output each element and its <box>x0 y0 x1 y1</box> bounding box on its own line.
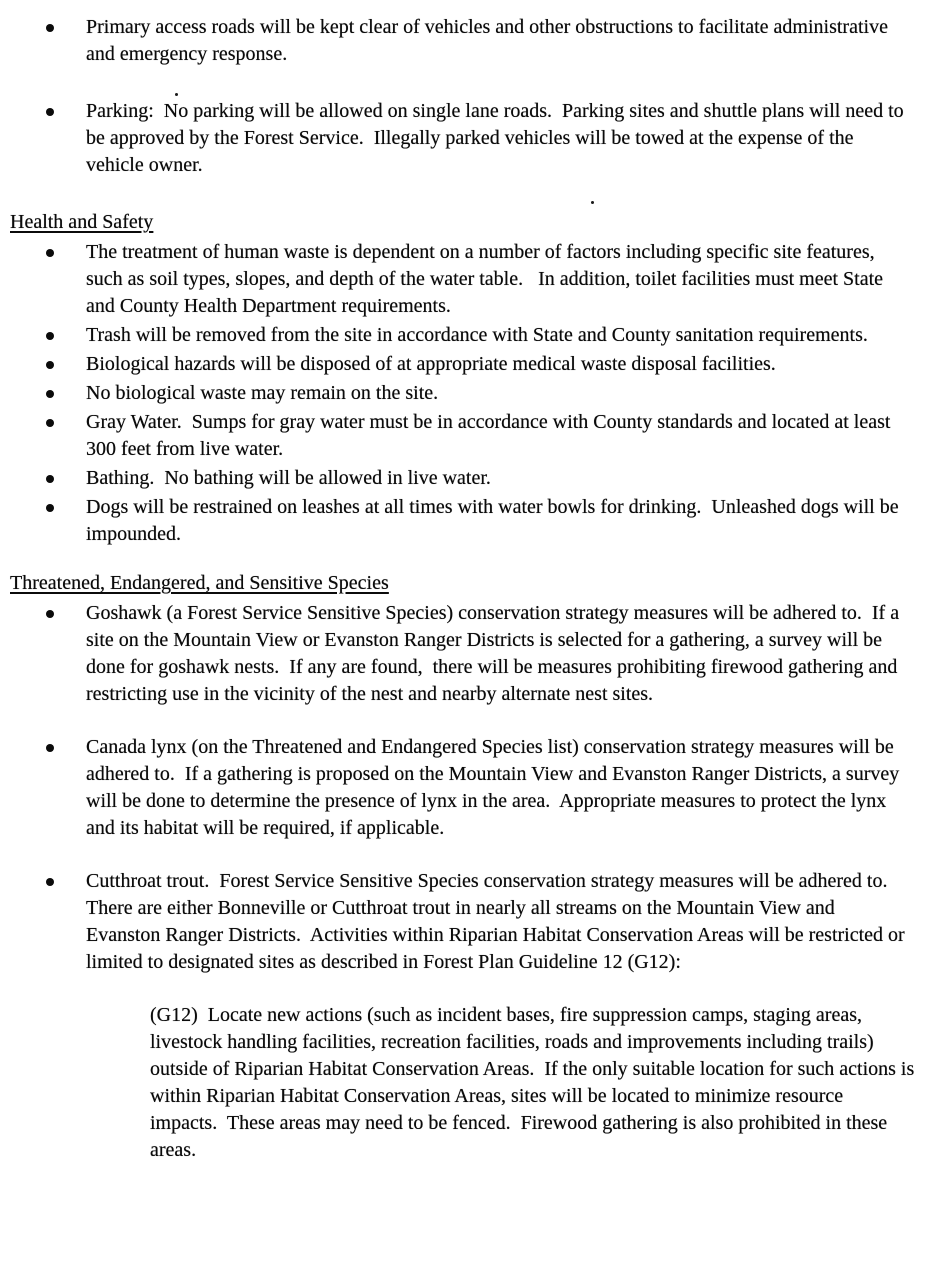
bullet-text: Parking: No parking will be allowed on single lane roads. Parking sites and shuttle plans will need to be approved by the Forest Service. Illegally parked vehicles will be towed at the expense of the vehicle owner. <box>86 100 909 176</box>
bullet-text: The treatment of human waste is dependent on a number of factors including specific site features, such as soil types, slopes, and depth of the water table. In addition, toilet facilities must meet State and County Health Department requirements. <box>86 241 889 317</box>
bullet-item <box>0 734 932 842</box>
bullet-text: Cutthroat trout. Forest Service Sensitive Species conservation strategy measures will be adhered to. There are either Bonneville or Cutthroat trout in nearly all streams on the Mountain View and Evanston Ranger Districts. Activities within Riparian Habitat Conservation Areas will be restricted or limited to designated sites as described in Forest Plan Guideline 12 (G12): <box>86 870 910 973</box>
bullet-icon <box>46 419 54 427</box>
bullet-item <box>0 409 932 463</box>
bullet-icon <box>46 475 54 483</box>
bullet-text: Bathing. No bathing will be allowed in live water. <box>86 467 491 489</box>
bullet-icon <box>46 744 54 752</box>
bullet-item <box>0 14 932 68</box>
bullet-icon <box>46 610 54 618</box>
bullet-item <box>0 322 932 349</box>
bullet-icon <box>46 504 54 512</box>
bullet-text: Goshawk (a Forest Service Sensitive Species) conservation strategy measures will be adhered to. If a site on the Mountain View or Evanston Ranger Districts is selected for a gathering, a survey will be done for goshawk nests. If any are found, there will be measures prohibiting firewood gathering and restricting use in the vicinity of the nest and nearby alternate nest sites. <box>86 602 905 705</box>
g12-indented-paragraph: (G12) Locate new actions (such as incident bases, fire suppression camps, staging areas, livestock handling facilities, recreation facilities, roads and improvements including trails) outside of Riparian Habitat Conservation Areas. If the only suitable location for such actions is within Riparian Habitat Conservation Areas, sites will be located to minimize resource impacts. These areas may need to be fenced. Firewood gathering is also prohibited in these areas. <box>150 1004 920 1161</box>
bullet-item <box>0 351 932 378</box>
bullet-item <box>0 494 932 548</box>
bullet-item <box>0 868 932 976</box>
bullet-item <box>0 380 932 407</box>
bullet-text: Dogs will be restrained on leashes at all times with water bowls for drinking. Unleashed dogs will be impounded. <box>86 496 904 545</box>
bullet-item <box>0 98 932 179</box>
bullet-text: Primary access roads will be kept clear of vehicles and other obstructions to facilitate administrative and emergency response. <box>86 16 893 65</box>
bullet-text: No biological waste may remain on the site. <box>86 382 439 404</box>
bullet-icon <box>46 249 54 257</box>
bullet-item <box>0 239 932 320</box>
bullet-text: Gray Water. Sumps for gray water must be in accordance with County standards and located at least 300 feet from live water. <box>86 411 896 460</box>
bullet-icon <box>46 332 54 340</box>
bullet-icon <box>46 108 54 116</box>
section-heading-health-and-safety: Health and Safety <box>10 211 154 233</box>
bullet-icon <box>46 24 54 32</box>
bullet-item <box>0 600 932 708</box>
scan-artifact-dot <box>175 93 178 96</box>
bullet-icon <box>46 361 54 369</box>
bullet-text: Biological hazards will be disposed of at appropriate medical waste disposal facilities. <box>86 353 776 375</box>
bullet-text: Trash will be removed from the site in accordance with State and County sanitation requirements. <box>86 324 868 346</box>
section-heading-threatened-species: Threatened, Endangered, and Sensitive Species <box>10 572 389 594</box>
scan-artifact-dot <box>591 201 594 204</box>
bullet-icon <box>46 878 54 886</box>
bullet-text: Canada lynx (on the Threatened and Endangered Species list) conservation strategy measures will be adhered to. If a gathering is proposed on the Mountain View and Evanston Ranger Districts, a survey will be done to determine the presence of lynx in the area. Appropriate measures to protect the lynx and its habitat will be required, if applicable. <box>86 736 905 839</box>
bullet-icon <box>46 390 54 398</box>
bullet-item <box>0 465 932 492</box>
